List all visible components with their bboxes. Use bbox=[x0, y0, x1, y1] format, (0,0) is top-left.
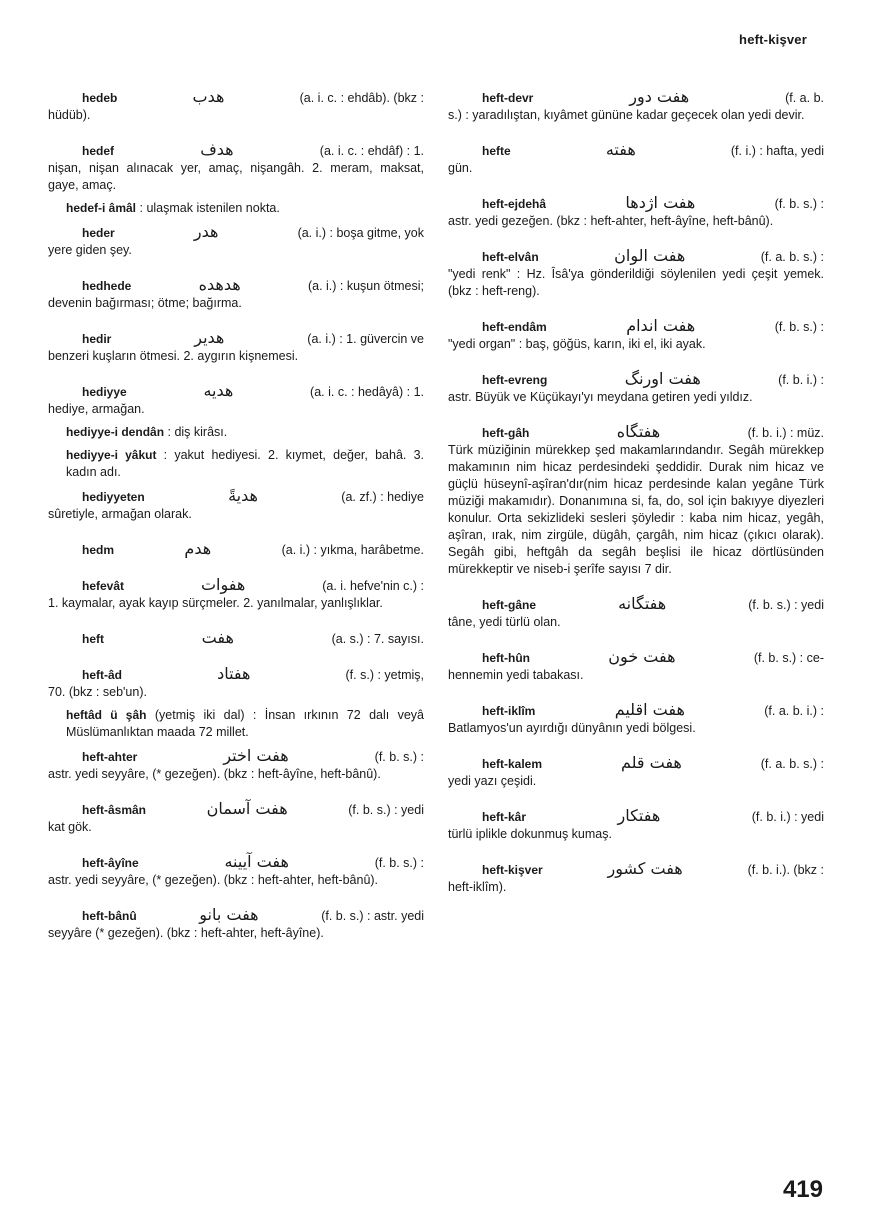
definition: : ulaşmak istenilen nokta. bbox=[136, 201, 280, 215]
headword: heft-devr bbox=[482, 91, 534, 105]
headword-line bbox=[48, 382, 424, 401]
definition: astr. Büyük ve Küçükayı'yı meydana getiren yedi yıldız. bbox=[448, 390, 753, 404]
definition: gün. bbox=[448, 161, 473, 175]
arabic-script: هفتاد bbox=[217, 664, 251, 683]
arabic-script: هفت آسمان bbox=[206, 799, 288, 818]
arabic-script: هدهده bbox=[198, 275, 241, 294]
definition: yere giden şey. bbox=[48, 243, 132, 257]
headword-line bbox=[448, 317, 824, 336]
arabic-script: هدر bbox=[193, 222, 219, 241]
headword: hediyye-i dendân bbox=[66, 425, 165, 439]
arabic-script: هفوات bbox=[200, 575, 246, 594]
entry-line bbox=[48, 200, 424, 217]
dictionary-entry bbox=[448, 754, 824, 790]
headword: heft-kalem bbox=[482, 757, 543, 771]
definition: Türk müziğinin mürekkep şed makamlarındandır. Segâh mürekkep makamının nim hicaz perdesindeki şeddidir. Durak nim hicaz ve güçlü hüseynî-aşîran'dır(nim hicaz perdesinde kalan yegâne Türk müziği makamıdır). Donanımına si, fa, do, sol için bakıyye diyezleri konulur. Orta sekizlideki sesleri şöyledir : kaba nim hicaz, yegâh, aşîran, ırak, nim zirgüle, dügâh, çargâh, nim hicaz (çıkıcı olarak). Segâh gibi, heftgâh da segâh beşlisi ile hicaz dörtlüsünden mürekkeptir ve niseb-i şerîfe sayısı 7 dir. bbox=[448, 443, 824, 576]
headword: heft-âd bbox=[82, 668, 122, 682]
grammar-note: (f. b. s.) : yedi bbox=[348, 803, 424, 817]
dictionary-entry bbox=[448, 247, 824, 300]
arabic-script: هدب bbox=[192, 87, 225, 106]
arabic-script: هفت اورنگ bbox=[624, 369, 701, 388]
definition: (yetmiş iki dal) : İnsan ırkının 72 dalı veyâ Müslümanlıktan maada 72 millet. bbox=[66, 708, 424, 739]
definition: 1. kaymalar, ayak kayıp sürçmeler. 2. yanılmalar, yanlışlıklar. bbox=[48, 596, 383, 610]
grammar-note: (f. b. i.) : müz. bbox=[747, 426, 824, 440]
dictionary-entry bbox=[48, 800, 424, 836]
headword: heft-bânû bbox=[82, 909, 137, 923]
dictionary-entry bbox=[48, 747, 424, 783]
dictionary-entry bbox=[448, 423, 824, 578]
grammar-note: (a. i. c. : ehdâb). (bkz : bbox=[299, 91, 424, 105]
arabic-script: هديةً bbox=[228, 486, 258, 505]
grammar-note: (f. b. s.) : bbox=[774, 320, 824, 334]
arabic-script: هفت الوان bbox=[614, 246, 686, 265]
definition: astr. yedi seyyâre, (* gezeğen). (bkz : heft-âyîne, heft-bânû). bbox=[48, 767, 381, 781]
sub-entry bbox=[48, 707, 424, 741]
left-column bbox=[48, 88, 424, 959]
headword-line bbox=[448, 247, 824, 266]
definition: kat gök. bbox=[48, 820, 92, 834]
dictionary-entry bbox=[48, 382, 424, 418]
grammar-note: (f. b. i.) : yedi bbox=[751, 810, 824, 824]
definition: s.) : yaradılıştan, kıyâmet gününe kadar geçecek olan yedi devir. bbox=[448, 108, 805, 122]
dictionary-entry bbox=[48, 629, 424, 648]
dictionary-entry bbox=[48, 540, 424, 559]
grammar-note: (f. b. i.). (bkz : bbox=[747, 863, 824, 877]
headword: hedef-i âmâl bbox=[66, 201, 137, 215]
dictionary-entry bbox=[448, 595, 824, 631]
dictionary-entry bbox=[448, 141, 824, 177]
definition: : yakut hediyesi. 2. kıymet, değer, bahâ. 3. kadın adı. bbox=[66, 448, 425, 479]
sub-entry bbox=[48, 424, 424, 441]
headword: heder bbox=[82, 226, 115, 240]
definition: 70. (bkz : seb'un). bbox=[48, 685, 147, 699]
headword: hedef bbox=[82, 144, 115, 158]
headword-line bbox=[48, 141, 424, 160]
headword: heft-gâh bbox=[482, 426, 530, 440]
headword-line bbox=[448, 423, 824, 442]
grammar-note: (f. b. i.) : bbox=[778, 373, 824, 387]
page-number: 419 bbox=[782, 1176, 823, 1203]
definition: türlü iplikle dokunmuş kumaş. bbox=[448, 827, 612, 841]
headword-line bbox=[448, 860, 824, 879]
grammar-note: (f. a. b. s.) : bbox=[760, 250, 824, 264]
headword: heft-iklîm bbox=[482, 704, 536, 718]
arabic-script: هفت اندام bbox=[626, 316, 696, 335]
headword-line bbox=[48, 88, 424, 107]
headword: heft bbox=[82, 632, 104, 646]
headword-line bbox=[48, 576, 424, 595]
definition: hüdüb). bbox=[48, 108, 91, 122]
sub-entry bbox=[48, 200, 424, 217]
running-head: heft-kişver bbox=[739, 32, 807, 47]
headword: hediyyeten bbox=[82, 490, 145, 504]
grammar-note: (f. b. s.) : ce- bbox=[753, 651, 824, 665]
headword-line bbox=[448, 807, 824, 826]
headword-line bbox=[48, 665, 424, 684]
definition: nişan, nişan alınacak yer, amaç, nişangâh. 2. meram, maksat, gaye, amaç. bbox=[48, 161, 424, 192]
grammar-note: (f. s.) : yetmiş, bbox=[345, 668, 424, 682]
dictionary-entry bbox=[448, 370, 824, 406]
grammar-note: (f. a. b. bbox=[785, 91, 824, 105]
headword: heft-gâne bbox=[482, 598, 536, 612]
headword: hefte bbox=[482, 144, 511, 158]
headword: heft-evreng bbox=[482, 373, 548, 387]
definition: hennemin yedi tabakası. bbox=[448, 668, 584, 682]
arabic-script: هفت بانو bbox=[199, 905, 259, 924]
grammar-note: (f. b. s.) : bbox=[374, 750, 424, 764]
headword: hedeb bbox=[82, 91, 118, 105]
arabic-script: هدف bbox=[200, 140, 234, 159]
dictionary-entry bbox=[448, 194, 824, 230]
definition: Batlamyos'un ayırdığı dünyânın yedi bölgesi. bbox=[448, 721, 696, 735]
grammar-note: (a. i. c. : ehdâf) : 1. bbox=[319, 144, 424, 158]
definition: "yedi renk" : Hz. Îsâ'ya gönderildiği söylenilen yedi çeşit yemek. (bkz : heft-reng). bbox=[448, 267, 824, 298]
headword-line bbox=[48, 540, 424, 559]
arabic-script: هفتگاه bbox=[616, 422, 661, 441]
definition: astr. yedi gezeğen. (bkz : heft-ahter, heft-âyîne, heft-bânû). bbox=[448, 214, 774, 228]
grammar-note: (f. b. s.) : yedi bbox=[748, 598, 824, 612]
arabic-script: هفت اقليم bbox=[614, 700, 685, 719]
definition: tâne, yedi türlü olan. bbox=[448, 615, 561, 629]
arabic-script: هفت قلم bbox=[620, 753, 682, 772]
headword: heft-hûn bbox=[482, 651, 530, 665]
headword-line bbox=[48, 800, 424, 819]
headword: hedir bbox=[82, 332, 112, 346]
entry-line bbox=[48, 707, 424, 741]
dictionary-entry bbox=[448, 807, 824, 843]
headword-line bbox=[448, 88, 824, 107]
right-column bbox=[448, 88, 824, 913]
arabic-script: هفته bbox=[605, 140, 636, 159]
headword-line bbox=[448, 595, 824, 614]
headword-line bbox=[448, 701, 824, 720]
dictionary-entry bbox=[448, 701, 824, 737]
arabic-script: هفت اختر bbox=[223, 746, 289, 765]
arabic-script: هفت كشور bbox=[607, 859, 683, 878]
headword: hedhede bbox=[82, 279, 132, 293]
grammar-note: (a. zf.) : hediye bbox=[341, 490, 424, 504]
entry-line bbox=[48, 447, 424, 481]
headword-line bbox=[48, 906, 424, 925]
grammar-note: (f. b. s.) : bbox=[774, 197, 824, 211]
grammar-note: (f. a. b. i.) : bbox=[764, 704, 824, 718]
headword: heft-elvân bbox=[482, 250, 539, 264]
grammar-note: (f. b. s.) : astr. yedi bbox=[321, 909, 424, 923]
grammar-note: (a. i.) : yıkma, harâbetme. bbox=[281, 543, 424, 557]
definition: yedi yazı çeşidi. bbox=[448, 774, 537, 788]
headword: heft-âsmân bbox=[82, 803, 147, 817]
sub-entry bbox=[48, 447, 424, 481]
grammar-note: (f. i.) : hafta, yedi bbox=[730, 144, 824, 158]
headword: heft-endâm bbox=[482, 320, 547, 334]
dictionary-entry bbox=[448, 317, 824, 353]
definition: sûretiyle, armağan olarak. bbox=[48, 507, 192, 521]
grammar-note: (a. i.) : boşa gitme, yok bbox=[297, 226, 424, 240]
grammar-note: (f. b. s.) : bbox=[374, 856, 424, 870]
arabic-script: هدير bbox=[194, 328, 225, 347]
arabic-script: هفتكار bbox=[617, 806, 661, 825]
arabic-script: هفت آيينه bbox=[224, 852, 289, 871]
headword-line bbox=[48, 629, 424, 648]
headword: heft-kişver bbox=[482, 863, 543, 877]
grammar-note: (a. i.) : kuşun ötmesi; bbox=[307, 279, 424, 293]
definition: benzeri kuşların ötmesi. 2. aygırın kişnemesi. bbox=[48, 349, 299, 363]
dictionary-entry bbox=[48, 141, 424, 194]
dictionary-entry bbox=[448, 88, 824, 124]
headword-line bbox=[48, 853, 424, 872]
definition: "yedi organ" : baş, göğüs, karın, iki el, iki ayak. bbox=[448, 337, 706, 351]
arabic-script: هفت bbox=[201, 628, 234, 647]
headword-line bbox=[48, 223, 424, 242]
headword-line bbox=[48, 747, 424, 766]
grammar-note: (a. i. c. : hedâyâ) : 1. bbox=[310, 385, 424, 399]
definition: devenin bağırması; ötme; bağırma. bbox=[48, 296, 242, 310]
headword: hedm bbox=[82, 543, 115, 557]
dictionary-entry bbox=[48, 329, 424, 365]
dictionary-entry bbox=[48, 223, 424, 259]
dictionary-entry bbox=[48, 487, 424, 523]
headword: hediyye-i yâkut bbox=[66, 448, 157, 462]
headword-line bbox=[48, 276, 424, 295]
dictionary-entry bbox=[448, 648, 824, 684]
arabic-script: هفت اژدها bbox=[625, 193, 696, 212]
definition: seyyâre (* gezeğen). (bkz : heft-ahter, heft-âyîne). bbox=[48, 926, 324, 940]
arabic-script: هفتگانه bbox=[618, 594, 667, 613]
headword-line bbox=[48, 487, 424, 506]
headword: hediyye bbox=[82, 385, 127, 399]
headword: heft-âyîne bbox=[82, 856, 139, 870]
arabic-script: هدم bbox=[184, 539, 212, 558]
dictionary-entry bbox=[48, 576, 424, 612]
dictionary-entry bbox=[48, 665, 424, 701]
dictionary-entry bbox=[48, 853, 424, 889]
headword-line bbox=[448, 194, 824, 213]
headword: heft-ahter bbox=[82, 750, 138, 764]
arabic-script: هفت خون bbox=[608, 647, 676, 666]
grammar-note: (a. i.) : 1. güvercin ve bbox=[307, 332, 424, 346]
headword-line bbox=[448, 648, 824, 667]
headword-line bbox=[448, 754, 824, 773]
dictionary-entry bbox=[48, 88, 424, 124]
dictionary-entry bbox=[48, 906, 424, 942]
grammar-note: (f. a. b. s.) : bbox=[760, 757, 824, 771]
definition: : diş kirâsı. bbox=[164, 425, 228, 439]
headword-line bbox=[448, 370, 824, 389]
headword: heft-ejdehâ bbox=[482, 197, 547, 211]
headword-line bbox=[48, 329, 424, 348]
headword-line bbox=[448, 141, 824, 160]
definition: astr. yedi seyyâre, (* gezeğen). (bkz : heft-ahter, heft-bânû). bbox=[48, 873, 379, 887]
grammar-note: (a. i. hefve'nin c.) : bbox=[322, 579, 424, 593]
headword: hefevât bbox=[82, 579, 125, 593]
dictionary-entry bbox=[448, 860, 824, 896]
entry-line bbox=[48, 424, 424, 441]
headword: heft-kâr bbox=[482, 810, 527, 824]
arabic-script: هديه bbox=[203, 381, 234, 400]
definition: hediye, armağan. bbox=[48, 402, 145, 416]
grammar-note: (a. s.) : 7. sayısı. bbox=[331, 632, 424, 646]
definition: heft-iklîm). bbox=[448, 880, 507, 894]
arabic-script: هفت دور bbox=[629, 87, 690, 106]
dictionary-entry bbox=[48, 276, 424, 312]
headword: heftâd ü şâh bbox=[66, 708, 147, 722]
